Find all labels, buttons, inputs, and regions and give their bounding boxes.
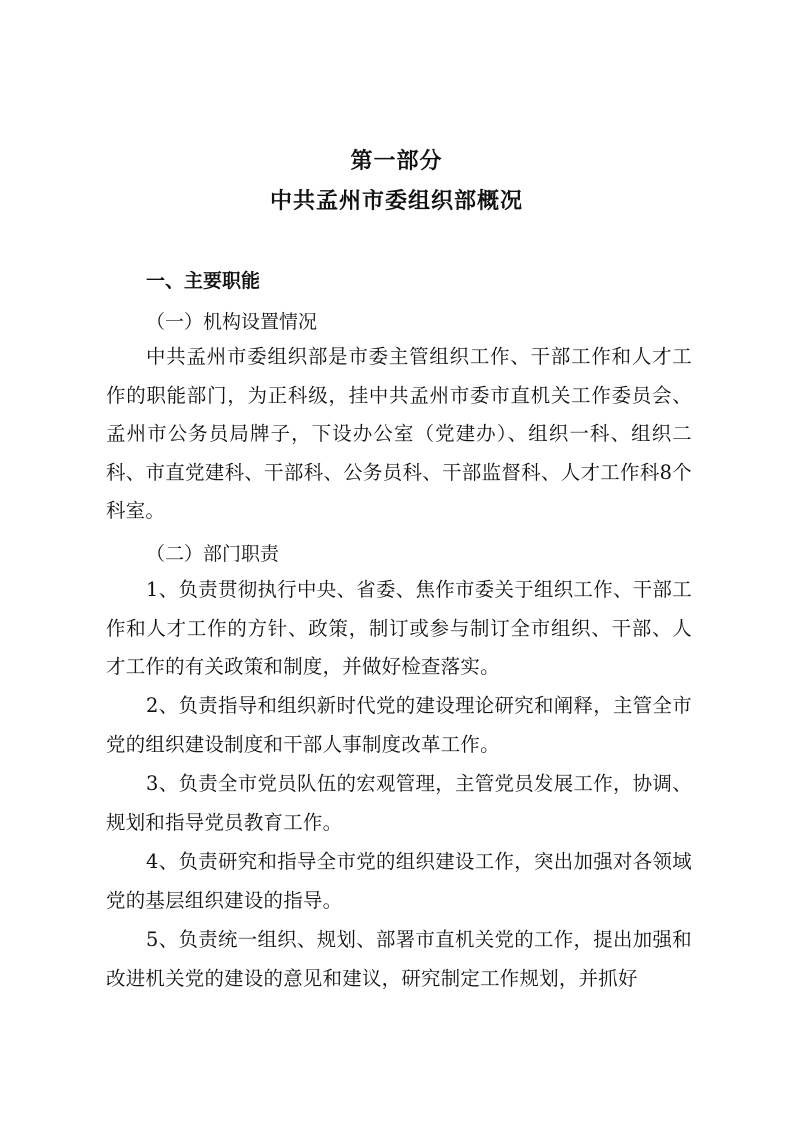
duty-item-5: 5、负责统一组织、规划、部署市直机关党的工作，提出加强和改进机关党的建设的意见和建议，研究制定工作规划，并抓好 (106, 928, 692, 990)
duty-item-4: 4、负责研究和指导全市党的组织建设工作，突出加强对各领域党的基层组织建设的指导。 (106, 850, 692, 912)
part-title: 第一部分 (350, 149, 443, 174)
duty-item-1: 1、负责贯彻执行中央、省委、焦作市委关于组织工作、干部工作和人才工作的方针、政策，制订或参与制订全市组织、干部、人才工作的有关政策和制度，并做好检查落实。 (106, 578, 692, 679)
structure-paragraph: 中共孟州市委组织部是市委主管组织工作、干部工作和人才工作的职能部门，为正科级，挂中共孟州市委市直机关工作委员会、孟州市公务员局牌子，下设办公室（党建办）、组织一科、组织二科、市直党建科、干部科、公务员科、干部监督科、人才工作科8个科室。 (106, 345, 692, 523)
duty-item-3: 3、负责全市党员队伍的宏观管理，主管党员发展工作，协调、规划和指导党员教育工作。 (106, 772, 692, 834)
duty-item-2: 2、负责指导和组织新时代党的建设理论研究和阐释，主管全市党的组织建设制度和干部人事制度改革工作。 (106, 694, 692, 756)
org-title: 中共孟州市委组织部概况 (269, 189, 523, 214)
section-heading-main-functions: 一、主要职能 (146, 270, 261, 292)
subsection-heading-duties: （二）部门职责 (146, 543, 280, 565)
subsection-heading-structure: （一）机构设置情况 (146, 311, 318, 333)
